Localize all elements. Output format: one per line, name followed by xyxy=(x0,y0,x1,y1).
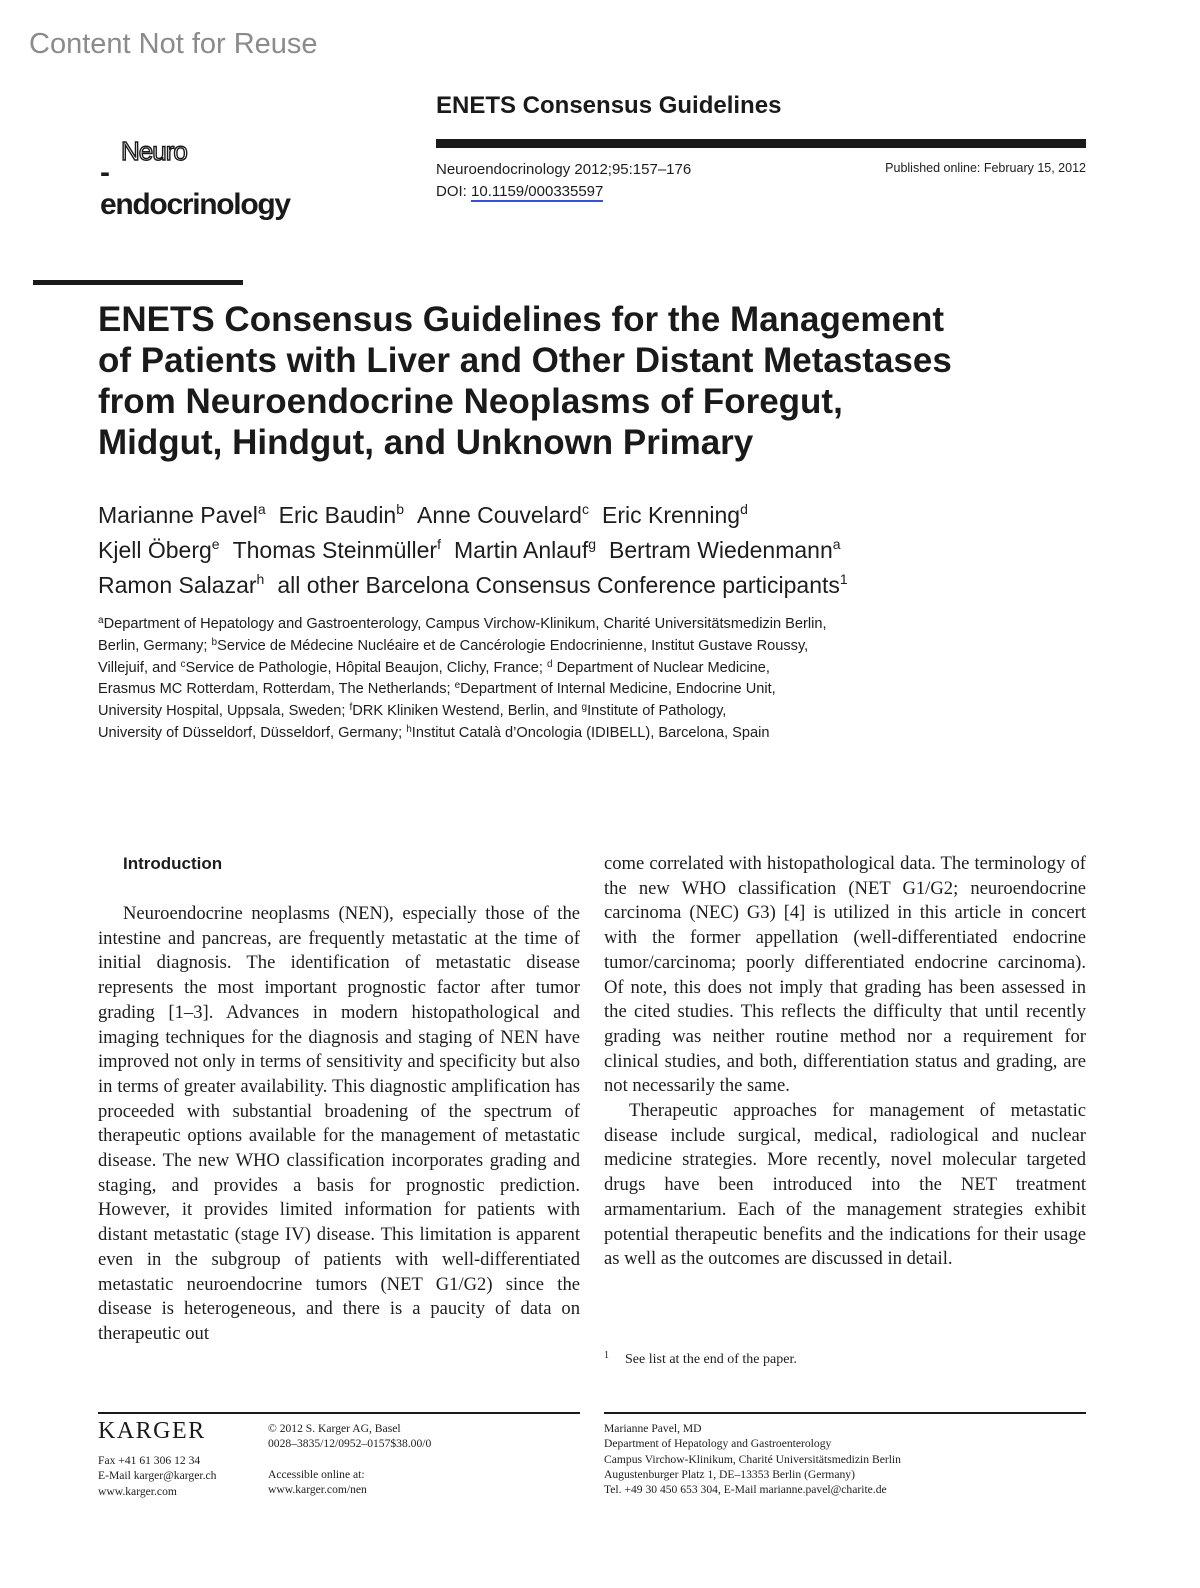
corr-contact[interactable]: Tel. +49 30 450 653 304, E-Mail marianne.pavel@charite.de xyxy=(604,1483,887,1497)
journal-logo xyxy=(100,136,290,221)
affiliation-line: Berlin, Germany; $^b$Service de Médecine Nucléaire et de Cancérologie Endocrinienne, Institut Gustave Roussy, xyxy=(98,636,809,654)
authors-line-3 xyxy=(98,570,861,600)
header-rule xyxy=(436,139,1086,148)
footer-rule xyxy=(98,1412,580,1414)
author[interactable]: Thomas Steinmüller$^f$ xyxy=(232,536,441,563)
body-paragraph: Therapeutic approaches for management of metastatic disease include surgical, medical, radiological and nuclear medicine strategies. More recently, novel molecular targeted drugs have been introduced into the NET treatment armamentarium. Each of the management strategies exhibit potential therapeutic benefits and the indications for their usage as well as the outcomes are discussed in detail. xyxy=(604,1100,1086,1270)
journal-logo-line2: -endocrinology xyxy=(100,156,290,221)
corr-department: Department of Hepatology and Gastroenterology xyxy=(604,1437,832,1451)
affiliation-line: Erasmus MC Rotterdam, Rotterdam, The Netherlands; $^e$Department of Internal Medicine, Endocrine Unit, xyxy=(98,680,776,698)
publisher-contact xyxy=(98,1453,216,1499)
author[interactable]: Kjell Öberg$^e$ xyxy=(98,536,220,563)
accessible-label: Accessible online at: xyxy=(268,1468,365,1481)
body-paragraph: come correlated with histopathological data. The terminology of the new WHO classification (NET G1/G2; neuroendocrine carcinoma (NEC) G3) [4] is utilized in this article in concert with the former appellation (well-differentiated endocrine tumor/carcinoma; poorly differentiated endocrine carcinoma). Of note, this does not imply that grading has been assessed in the cited studies. This reflects the difficulty that until recently grading was neither routine method nor a requirement for clinical studies, and both, differentiation status and grading, are not necessarily the same. xyxy=(604,853,1086,1097)
doi-line xyxy=(436,181,603,203)
authors-line-1 xyxy=(98,500,761,530)
footer-rule xyxy=(604,1412,1086,1414)
fax: Fax +41 61 306 12 34 xyxy=(98,1454,201,1467)
doi-link[interactable]: 10.1159/000335597 xyxy=(471,183,604,200)
author[interactable]: Ramon Salazar$^h$ xyxy=(98,571,265,598)
section-header: ENETS Consensus Guidelines xyxy=(436,92,782,119)
author[interactable]: Martin Anlauf$^g$ xyxy=(454,536,597,563)
publisher-website[interactable]: www.karger.com xyxy=(98,1484,177,1498)
footnote-mark: 1 xyxy=(604,1350,609,1361)
issn-line: 0028–3835/12/0952–0157$38.00/0 xyxy=(268,1437,432,1451)
journal-citation: Neuroendocrinology 2012;95:157–176 xyxy=(436,161,692,178)
author[interactable]: Marianne Pavel$^a$ xyxy=(98,501,266,528)
corr-address: Augustenburger Platz 1, DE–13353 Berlin (Germany) xyxy=(604,1467,855,1481)
author[interactable]: Eric Krenning$^d$ xyxy=(601,501,748,528)
article-title: ENETS Consensus Guidelines for the Management of Patients with Liver and Other Distant Metastases from Neuroendocrine Neoplasms of Foregut, Midgut, Hindgut, and Unknown Primary xyxy=(98,300,952,462)
author[interactable]: Anne Couvelard$^c$ xyxy=(417,501,589,528)
author[interactable]: Eric Baudin$^b$ xyxy=(278,501,405,528)
watermark: Content Not for Reuse xyxy=(29,28,318,60)
section-heading-introduction: Introduction xyxy=(123,854,223,873)
affiliations xyxy=(98,614,958,745)
title-rule xyxy=(33,280,243,285)
publisher-logo: KARGER xyxy=(98,1418,206,1444)
online-access xyxy=(268,1467,367,1498)
author-group[interactable]: all other Barcelona Consensus Conference participants$^1$ xyxy=(277,571,848,598)
affiliation-line: University of Düsseldorf, Düsseldorf, Germany; $^h$Institut Català d’Oncologia (IDIBELL), Barcelona, Spain xyxy=(98,723,770,741)
authors-line-2 xyxy=(98,535,854,565)
body-column-left xyxy=(98,902,580,1347)
affiliation-line: $^a$Department of Hepatology and Gastroenterology, Campus Virchow-Klinikum, Charité Universitätsmedizin Berlin, xyxy=(98,615,827,632)
author[interactable]: Bertram Wiedenmann$^a$ xyxy=(609,536,841,563)
published-date: Published online: February 15, 2012 xyxy=(885,161,1086,175)
copyright-line: © 2012 S. Karger AG, Basel xyxy=(268,1422,401,1435)
publisher-email[interactable]: E-Mail karger@karger.ch xyxy=(98,1469,217,1483)
corr-institution: Campus Virchow-Klinikum, Charité Universitätsmedizin Berlin xyxy=(604,1452,901,1466)
footnote-text: See list at the end of the paper. xyxy=(625,1352,797,1367)
copyright xyxy=(268,1421,431,1452)
doi-label: DOI: xyxy=(436,183,472,200)
body-column-right xyxy=(604,852,1086,1272)
body-paragraph: Neuroendocrine neoplasms (NEN), especially those of the intestine and pancreas, are frequently metastatic at the time of initial diagnosis. The identification of metastatic disease represents the most important prognostic factor after tumor grading [1–3]. Advances in modern histopathological and imaging techniques for the diagnosis and staging of NEN have improved not only in terms of sensitivity and specificity but also in terms of greater availability. This diagnostic amplification has proceeded with substantial broadening of the spectrum of therapeutic options available for the management of metastatic disease. The new WHO classification incorporates grading and staging, and provides a basis for prognostic prediction. However, it provides limited information for patients with distant metastatic (stage IV) disease. This limitation is apparent even in the subgroup of patients with well-differentiated metastatic neuroendocrine tumors (NET G1/G2) since the disease is heterogeneous, and there is a paucity of data on therapeutic out xyxy=(98,903,580,1344)
correspondence-address xyxy=(604,1421,901,1497)
footnote xyxy=(604,1350,797,1368)
journal-logo-line1: Neuro xyxy=(121,136,187,166)
accessible-url[interactable]: www.karger.com/nen xyxy=(268,1483,367,1497)
affiliation-line: University Hospital, Uppsala, Sweden; $^f$DRK Kliniken Westend, Berlin, and $^g$Institute of Pathology, xyxy=(98,702,727,720)
corr-name: Marianne Pavel, MD xyxy=(604,1422,702,1435)
affiliation-line: Villejuif, and $^c$Service de Pathologie, Hôpital Beaujon, Clichy, France; $^d$ Department of Nuclear Medicine, xyxy=(98,658,770,676)
